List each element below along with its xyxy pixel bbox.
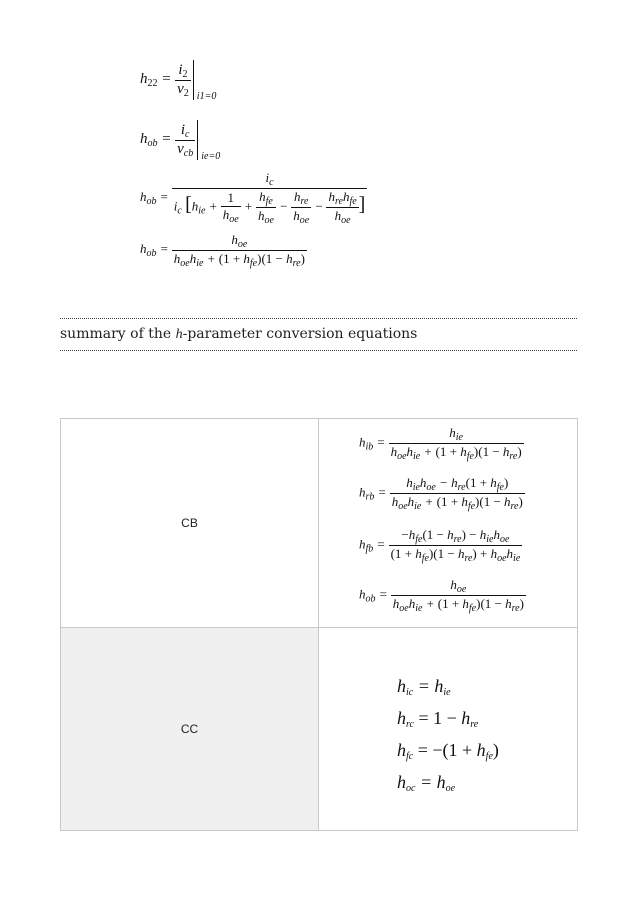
eq-hob: $h_{ob}$ = $\frac{h_{oe}}{h_{oe}h_{ie} + (1 + h_{fe})(1 - h_{re})}$ xyxy=(359,577,524,614)
table-row-cb xyxy=(61,419,578,628)
section-caption xyxy=(60,326,417,343)
cc-equations-cell xyxy=(319,628,578,831)
cb-equations-cell xyxy=(319,419,578,628)
h22-eval-bar xyxy=(193,60,217,102)
eq-hrb: $h_{rb}$ = $\frac{h_{ie}h_{oe} - h_{re}(1 + h_{fe})}{h_{oe}h_{ie} + (1 + h_{fe})(1 - h_{re})}$ xyxy=(359,475,523,512)
eq-hfb: $h_{fb}$ = $\frac{-h_{fe}(1 - h_{re}) - h_{ie}h_{oe}}{(1 + h_{fe})(1 - h_{re}) + h_{oe}h_{ie}}$ xyxy=(359,527,521,564)
eq-hoc: $h_{oc} = h_{oe}$ xyxy=(397,772,456,794)
table-row-cc xyxy=(61,628,578,831)
eq-hfc: $h_{fc} = -(1 + h_{fe})$ xyxy=(397,740,499,762)
equation-hob-1: $h_{ob}$ = $\frac{i_c}{v_{cb}}$ ie=0 xyxy=(140,121,221,162)
hob3-fraction: $\frac{h_{oe}}{h_{oe}h_{ie} + (1 + h_{fe})(1 - h_{re})}$ xyxy=(173,232,305,269)
hob2-fraction: $i_c$ $i_c$ [$h_{ie}$ + $\frac{1}{h_{oe}}$ + $\frac{h_{fe}}{h_{oe}}$ − $\frac{h_{re}}{h_{oe}}$ − $\frac{h_{re}h_{fe}}{h_{oe}}$ ] xyxy=(173,170,366,226)
caption-h: h xyxy=(175,327,183,342)
caption-prefix: summary of the xyxy=(60,326,176,342)
eq-hic: $h_{ic} = h_{ie}$ xyxy=(397,676,451,698)
row-label-cc: CC xyxy=(61,628,319,831)
row-label-cb: CB xyxy=(61,419,319,628)
equation-hob-3: $h_{ob}$ = $\frac{h_{oe}}{h_{oe}h_{ie} + (1 + h_{fe})(1 - h_{re})}$ xyxy=(140,232,305,269)
conversion-table xyxy=(60,418,578,831)
caption-suffix: -parameter conversion equations xyxy=(182,326,418,342)
hob1-condition: ie=0 xyxy=(201,151,221,162)
h22-lhs: $h_{22}$ xyxy=(140,71,158,90)
h22-fraction: $\frac{i_2}{v_2}$ xyxy=(177,61,189,99)
eq-hib: $h_{ib}$ = $\frac{h_{ie}}{h_{oe}h_{ie} + (1 + h_{fe})(1 - h_{re})}$ xyxy=(359,425,522,462)
equation-hob-2: $h_{ob}$ = $i_c$ $i_c$ [$h_{ie}$ + $\frac{1}{h_{oe}}$ + $\frac{h_{fe}}{h_{oe}}$ − $\frac{h_{re}}{h_{oe}}$ − $\frac{h_{re}h_{fe}}{h_{oe}}$ ] xyxy=(140,170,366,226)
caption-rule-bottom xyxy=(60,350,577,351)
eq-hrc: $h_{rc} = 1 - h_{re}$ xyxy=(397,708,479,730)
hob1-eval-bar xyxy=(197,120,221,162)
hob1-fraction: $\frac{i_c}{v_{cb}}$ xyxy=(177,121,194,159)
equation-h22: $h_{22}$ = $\frac{i_2}{v_2}$ i1=0 xyxy=(140,61,217,102)
caption-rule-top xyxy=(60,318,577,319)
h22-condition: i1=0 xyxy=(196,91,217,102)
